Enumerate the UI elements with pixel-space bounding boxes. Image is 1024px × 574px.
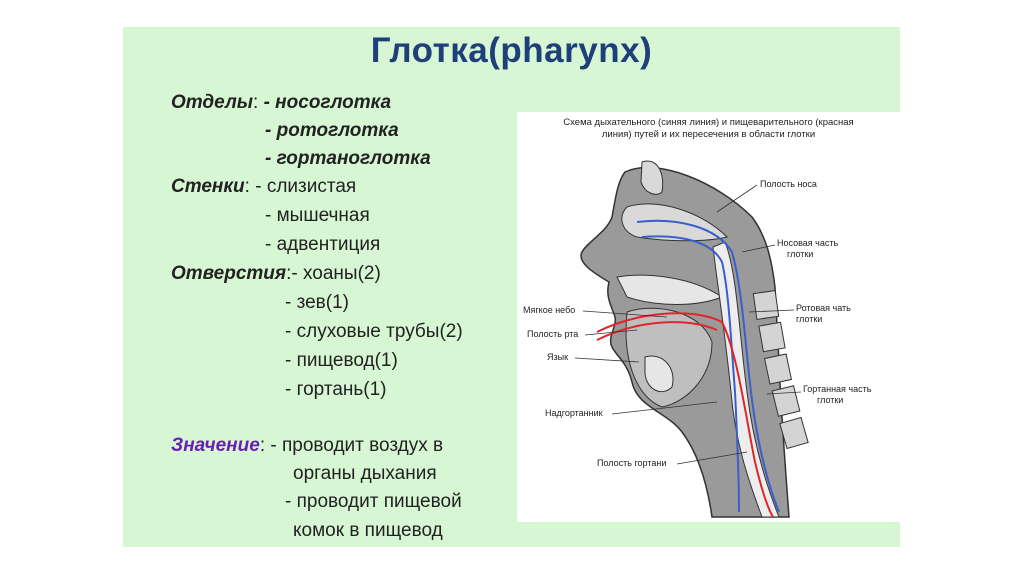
otdely-row: Отделы: - носоглотка — [171, 92, 392, 113]
otdely-item-1: - носоглотка — [263, 92, 392, 113]
otverstia-label: Отверстия — [171, 263, 287, 284]
otverstia-item-2: - зев(1) — [285, 292, 349, 313]
stenki-row: Стенки: - слизистая — [171, 176, 357, 197]
label-larynx-cavity: Полость гортани — [597, 458, 667, 468]
znachenie-item-2: органы дыхания — [293, 463, 437, 484]
slide-title: Глотка(pharynx) — [370, 31, 653, 70]
otverstia-item-3: - слуховые трубы(2) — [285, 321, 463, 342]
label-tongue: Язык — [547, 352, 569, 362]
label-nasal-part-1: Носовая часть — [777, 238, 839, 248]
znachenie-item-3: - проводит пищевой — [285, 491, 462, 512]
label-laryngeal-part-2: глотки — [817, 395, 844, 405]
slide-panel — [123, 27, 900, 547]
label-nasal-cavity: Полость носа — [760, 179, 817, 189]
figure-caption-line-2: линия) путей и их пересечения в области глотки — [601, 129, 816, 140]
figure-caption-line-1: Схема дыхательного (синяя линия) и пищеварительного (красная — [563, 117, 854, 128]
label-oral-part-1: Ротовая чать — [796, 303, 851, 313]
otdely-item-2: - ротоглотка — [265, 120, 399, 141]
label-soft-palate: Мягкое небо — [523, 305, 576, 315]
head-section-drawing — [517, 112, 900, 522]
stenki-item-2: - мышечная — [265, 205, 370, 226]
pharynx-diagram — [517, 112, 900, 522]
znachenie-label: Значение — [171, 435, 260, 456]
znachenie-item-4: комок в пищевод — [293, 520, 443, 541]
label-nasal-part-2: глотки — [787, 249, 814, 259]
stenki-item-1: - слизистая — [255, 176, 357, 197]
otverstia-item-1: - хоаны(2) — [291, 263, 381, 284]
label-laryngeal-part-1: Гортанная часть — [803, 384, 872, 394]
label-oral-part-2: глотки — [796, 314, 823, 324]
znachenie-row: Значение: - проводит воздух в — [171, 435, 444, 456]
stenki-label: Стенки — [171, 176, 245, 197]
otverstia-item-5: - гортань(1) — [285, 379, 387, 400]
otverstia-row: Отверстия:- хоаны(2) — [171, 263, 381, 284]
znachenie-item-1: - проводит воздух в — [270, 435, 444, 456]
stenki-item-3: - адвентиция — [265, 234, 381, 255]
otdely-item-3: - гортаноглотка — [265, 148, 431, 169]
label-oral-cavity: Полость рта — [527, 329, 579, 339]
otdely-label: Отделы — [171, 92, 254, 113]
label-epiglottis: Надгортанник — [545, 408, 603, 418]
otverstia-item-4: - пищевод(1) — [285, 350, 398, 371]
